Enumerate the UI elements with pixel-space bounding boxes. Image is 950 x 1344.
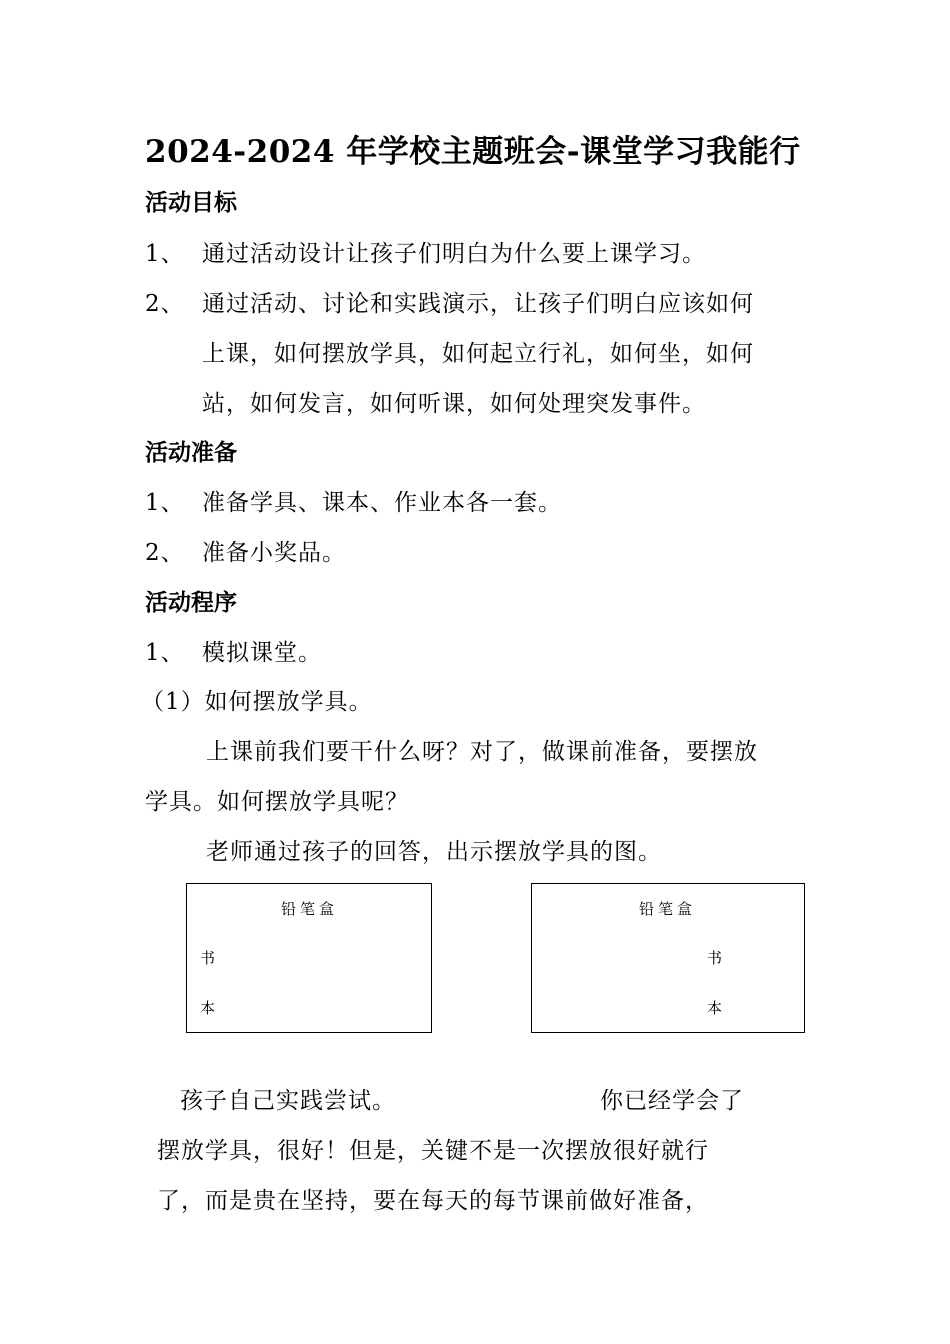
closing-line-2: 摆放学具，很好！但是，关键不是一次摆放很好就行 <box>157 1138 709 1164</box>
closing-line-1-right: 你已经学会了 <box>600 1088 744 1114</box>
goal-item-1-text: 通过活动设计让孩子们明白为什么要上课学习。 <box>202 241 706 267</box>
desk-layout-diagram-right <box>531 883 805 1033</box>
diagram-left-side-label-1: 书 <box>200 949 220 967</box>
section-heading-prep: 活动准备 <box>145 439 237 466</box>
prep-item-2-text: 准备小奖品。 <box>202 540 346 566</box>
procedure-step-1-number: 1、 <box>145 640 185 666</box>
diagram-right-side-label-2: 本 <box>707 999 727 1017</box>
desk-layout-diagram-left <box>186 883 432 1033</box>
page-title: 2024-2024 年学校主题班会-课堂学习我能行 <box>145 134 801 170</box>
prep-item-1-number: 1、 <box>145 490 185 516</box>
diagram-left-side-label-2: 本 <box>200 999 220 1017</box>
prep-item-1-text: 准备学具、课本、作业本各一套。 <box>202 490 562 516</box>
diagram-right-side-label-1: 书 <box>707 949 727 967</box>
procedure-para-1-line-2: 学具。如何摆放学具呢？ <box>145 789 409 815</box>
closing-line-1-left: 孩子自己实践尝试。 <box>180 1088 396 1114</box>
procedure-sub-1: （1）如何摆放学具。 <box>141 689 373 715</box>
section-heading-goals: 活动目标 <box>145 189 237 216</box>
goal-item-1-number: 1、 <box>145 241 185 267</box>
closing-line-3: 了，而是贵在坚持，要在每天的每节课前做好准备， <box>157 1188 709 1214</box>
procedure-para-1-line-1: 上课前我们要干什么呀？对了，做课前准备，要摆放 <box>206 739 758 765</box>
goal-item-2-line-3: 站，如何发言，如何听课，如何处理突发事件。 <box>202 391 706 417</box>
procedure-step-1-text: 模拟课堂。 <box>202 640 322 666</box>
prep-item-2-number: 2、 <box>145 540 185 566</box>
diagram-right-top-label: 铅笔盒 <box>639 900 697 918</box>
procedure-para-2: 老师通过孩子的回答，出示摆放学具的图。 <box>206 839 662 865</box>
goal-item-2-line-2: 上课，如何摆放学具，如何起立行礼，如何坐，如何 <box>202 341 754 367</box>
section-heading-procedure: 活动程序 <box>145 589 237 616</box>
goal-item-2-line-1: 通过活动、讨论和实践演示，让孩子们明白应该如何 <box>202 291 754 317</box>
goal-item-2-number: 2、 <box>145 291 185 317</box>
diagram-left-top-label: 铅笔盒 <box>281 900 339 918</box>
